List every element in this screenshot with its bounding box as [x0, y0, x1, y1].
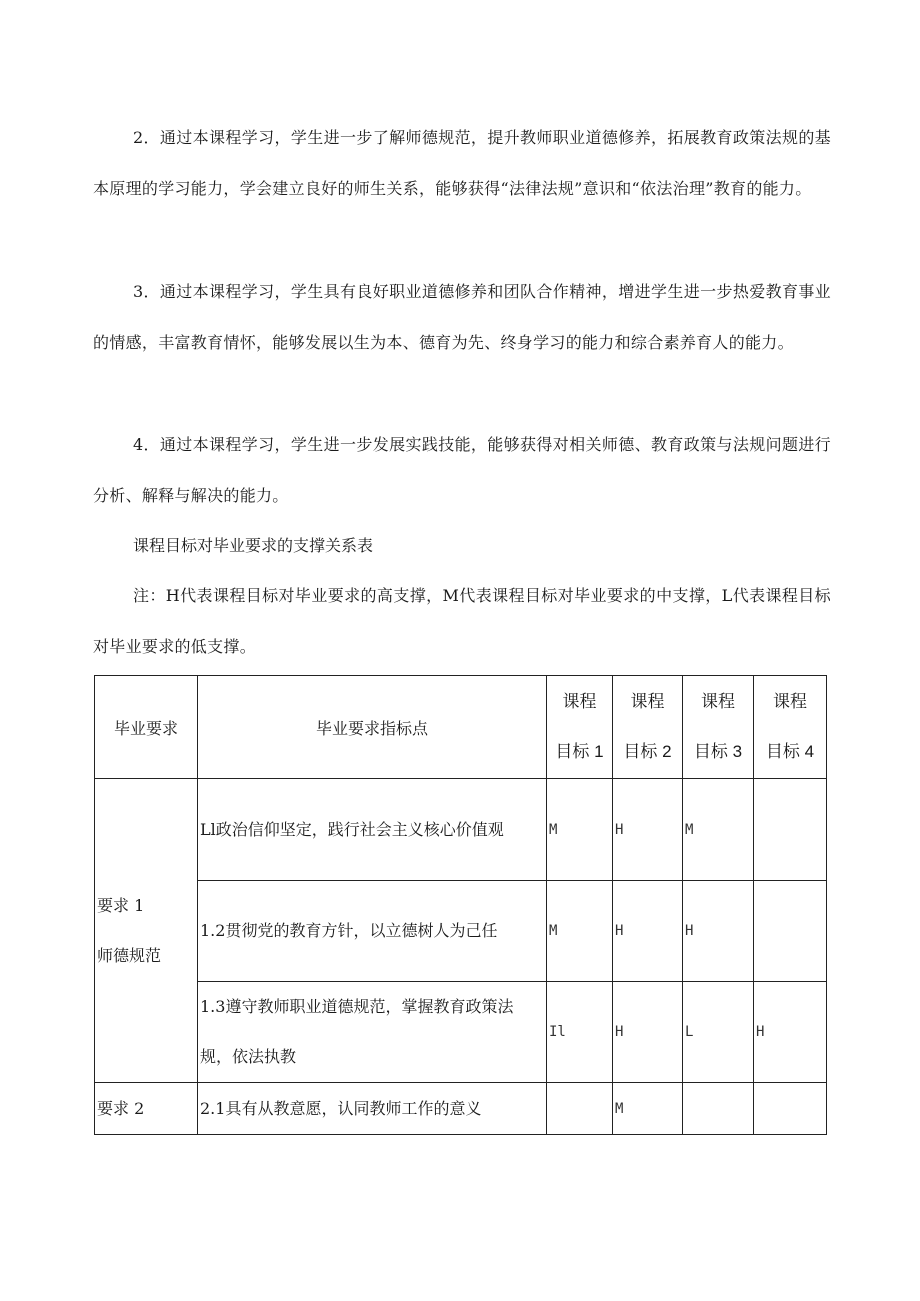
- goal-3-value: [683, 1083, 754, 1135]
- support-relationship-table: [94, 675, 827, 1135]
- goal-4-value: H: [754, 982, 827, 1083]
- table-header-row: [95, 676, 827, 779]
- goal-3-value: M: [683, 779, 754, 881]
- indicator-cell: 1.2贯彻党的教育方针，以立德树人为己任: [198, 881, 547, 982]
- table-title: 课程目标对毕业要求的支撑关系表: [133, 536, 374, 555]
- goal-4-value: [754, 779, 827, 881]
- header-goal-1: 课程 目标 1: [547, 676, 613, 779]
- objective-paragraph-3: 3．通过本课程学习，学生具有良好职业道德修养和团队合作精神，增进学生进一步热爱教育事业的情感，丰富教育情怀，能够发展以生为本、德育为先、终身学习的能力和综合素养育人的能力。: [93, 282, 831, 352]
- table-row: [95, 1083, 827, 1135]
- objective-paragraph-4: 4．通过本课程学习，学生进一步发展实践技能，能够获得对相关师德、教育政策与法规问题进行分析、解释与解决的能力。: [93, 435, 831, 505]
- table-row: [95, 982, 827, 1083]
- requirement-1-cell: 要求 1 师德规范: [95, 779, 198, 1083]
- indicator-cell: 1.3遵守教师职业道德规范，掌握教育政策法规，依法执教: [198, 982, 547, 1083]
- goal-2-value: H: [613, 982, 683, 1083]
- header-goal-3: 课程 目标 3: [683, 676, 754, 779]
- requirement-2-cell: 要求 2: [95, 1083, 198, 1135]
- indicator-cell: 2.1具有从教意愿，认同教师工作的意义: [198, 1083, 547, 1135]
- goal-1-value: M: [547, 881, 613, 982]
- header-indicator: 毕业要求指标点: [198, 676, 547, 779]
- goal-4-value: [754, 1083, 827, 1135]
- table-row: [95, 881, 827, 982]
- objective-paragraph-2: 2．通过本课程学习，学生进一步了解师德规范，提升教师职业道德修养，拓展教育政策法规的基本原理的学习能力，学会建立良好的师生关系，能够获得“法律法规”意识和“依法治理”教育的能力。: [93, 128, 831, 198]
- goal-1-value: M: [547, 779, 613, 881]
- header-requirement: 毕业要求: [95, 676, 198, 779]
- goal-2-value: H: [613, 881, 683, 982]
- goal-1-value: [547, 1083, 613, 1135]
- goal-2-value: H: [613, 779, 683, 881]
- goal-3-value: H: [683, 881, 754, 982]
- table-row: [95, 779, 827, 881]
- goal-4-value: [754, 881, 827, 982]
- goal-3-value: L: [683, 982, 754, 1083]
- goal-1-value: Il: [547, 982, 613, 1083]
- support-note: 注：H代表课程目标对毕业要求的高支撑，M代表课程目标对毕业要求的中支撑，L代表课程目标对毕业要求的低支撑。: [93, 586, 831, 656]
- header-goal-4: 课程 目标 4: [754, 676, 827, 779]
- header-goal-2: 课程 目标 2: [613, 676, 683, 779]
- goal-2-value: M: [613, 1083, 683, 1135]
- indicator-cell: Ll政治信仰坚定，践行社会主义核心价值观: [198, 779, 547, 881]
